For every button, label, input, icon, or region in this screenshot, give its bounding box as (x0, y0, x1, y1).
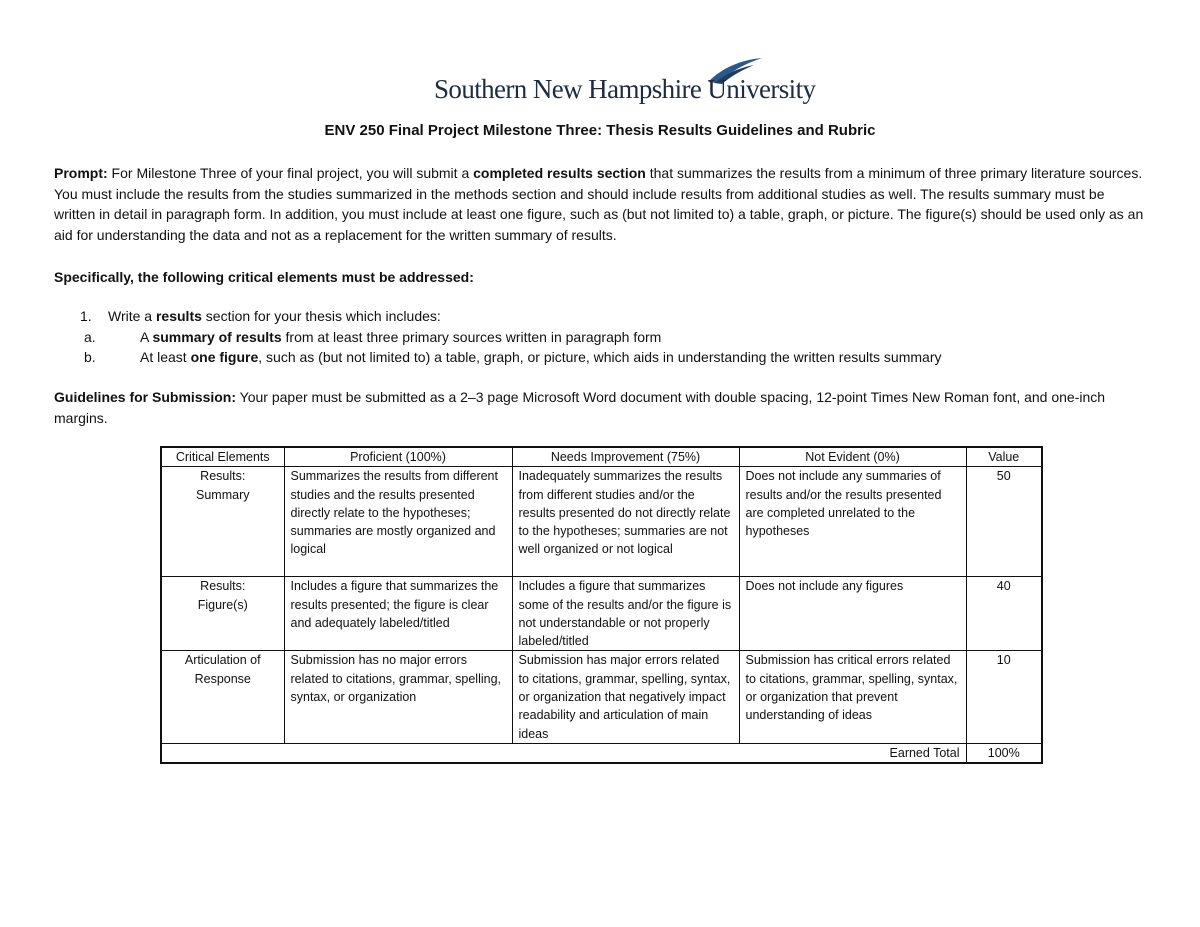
column-header: Not Evident (0%) (739, 447, 966, 467)
needs-improvement-cell: Inadequately summarizes the results from different studies and/or the results presented do not directly relate to the hypotheses; summaries are not well organized or not logical (512, 467, 739, 577)
column-header: Value (966, 447, 1042, 467)
list-number: 1. (80, 308, 92, 324)
guidelines-label: Guidelines for Submission: (54, 389, 237, 405)
column-header: Critical Elements (161, 447, 284, 467)
rubric-table (160, 446, 1043, 764)
list-item (54, 327, 1146, 348)
prompt-bold-1: completed results section (473, 165, 646, 181)
guidelines-text: Your paper must be submitted as a 2–3 page Microsoft Word document with double spacing, 12-point Times New Roman font, and one-inch margins. (54, 389, 1106, 426)
not-evident-cell: Does not include any summaries of results and/or the results presented are completed unrelated to the hypotheses (739, 467, 966, 577)
prompt-paragraph (54, 163, 1146, 245)
critical-element-cell: Results: Summary (161, 467, 284, 577)
value-cell: 40 (966, 577, 1042, 651)
not-evident-cell: Submission has critical errors related to citations, grammar, spelling, syntax, or organization that prevent understanding of ideas (739, 651, 966, 743)
prompt-label: Prompt: (54, 165, 108, 181)
list-number: b. (84, 349, 96, 365)
prompt-text-2: that summarizes the results from a minimum of three primary literature sources. You must include the results from the studies summarized in the methods section and should include results from additional studies as well. The results summary must be written in detail in paragraph form. In addition, you must include at least one figure, such as (but not limited to) a table, graph, or picture. The figure(s) should be used only as an aid for understanding the data and not as a replacement for the written summary of results. (54, 165, 1144, 243)
not-evident-cell: Does not include any figures (739, 577, 966, 651)
list-number: a. (84, 328, 96, 345)
earned-total-value: 100% (966, 743, 1042, 763)
value-cell: 50 (966, 467, 1042, 577)
list-text: Write a results section for your thesis which includes: (108, 308, 441, 324)
total-row (161, 743, 1042, 763)
list-text: At least one figure, such as (but not limited to) a table, graph, or picture, which aids in understanding the written results summary (140, 349, 942, 365)
logo-text: Southern New Hampshire University (434, 74, 816, 104)
column-header: Proficient (100%) (284, 447, 512, 467)
earned-total-label: Earned Total (161, 743, 966, 763)
column-header: Needs Improvement (75%) (512, 447, 739, 467)
critical-elements-list (54, 306, 1146, 368)
list-text: A summary of results from at least three primary sources written in paragraph form (140, 328, 662, 345)
table-row (161, 577, 1042, 651)
proficient-cell: Summarizes the results from different studies and the results presented directly relate to the hypotheses; summaries are mostly organized and logical (284, 467, 512, 577)
guidelines-paragraph (54, 387, 1146, 428)
needs-improvement-cell: Submission has major errors related to citations, grammar, spelling, syntax, or organization that negatively impact readability and articulation of main ideas (512, 651, 739, 743)
value-cell: 10 (966, 651, 1042, 743)
proficient-cell: Submission has no major errors related to citations, grammar, spelling, syntax, or organization (284, 651, 512, 743)
table-row (161, 467, 1042, 577)
list-item (54, 347, 1146, 368)
critical-elements-heading: Specifically, the following critical elements must be addressed: (54, 269, 474, 285)
snhu-logo (434, 56, 816, 106)
table-row (161, 651, 1042, 743)
proficient-cell: Includes a figure that summarizes the results presented; the figure is clear and adequately labeled/titled (284, 577, 512, 651)
page-title: ENV 250 Final Project Milestone Three: Thesis Results Guidelines and Rubric (324, 122, 876, 139)
critical-element-cell: Results: Figure(s) (161, 577, 284, 651)
list-item (54, 306, 1146, 327)
needs-improvement-cell: Includes a figure that summarizes some of the results and/or the figure is not understandable or not properly labeled/titled (512, 577, 739, 651)
prompt-text-1: For Milestone Three of your final project, you will submit a (107, 165, 474, 181)
critical-element-cell: Articulation of Response (161, 651, 284, 743)
rubric-header-row (161, 447, 1042, 467)
